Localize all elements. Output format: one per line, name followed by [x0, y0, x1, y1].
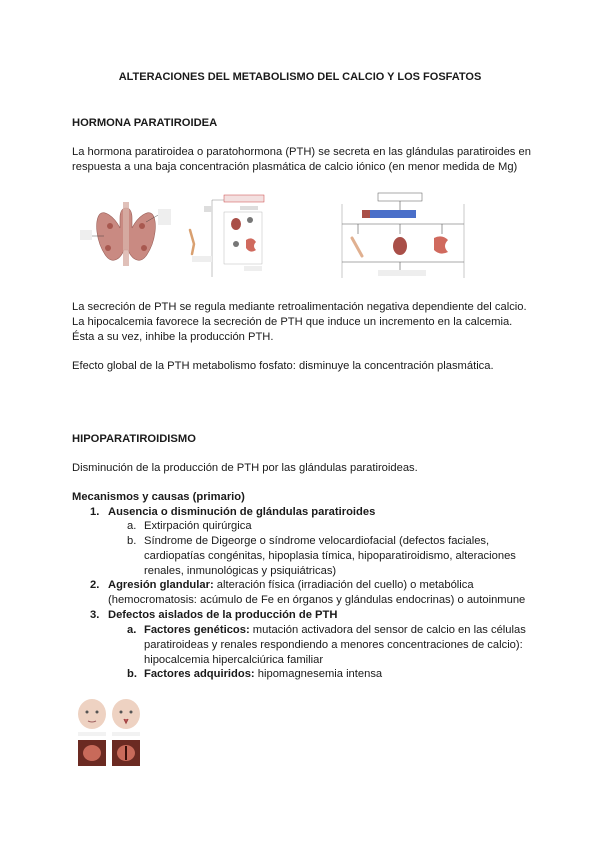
item-1-label: Ausencia o disminución de glándulas paratiroides	[108, 506, 376, 518]
pth-intro-line-2: respuesta a una baja concentración plasmática de calcio iónico (en menor medida de Mg)	[72, 161, 518, 173]
item-3b-text: hipomagnesemia intensa	[254, 668, 383, 680]
global-effect: Efecto global de la PTH metabolismo fosfato: disminuye la concentración plasmática.	[72, 360, 494, 372]
item-3-label: Defectos aislados de la producción de PTH	[108, 609, 338, 621]
item-3a-line-3: hipocalcemia hipercalciúrica familiar	[144, 654, 324, 666]
item-2-text: alteración física (irradiación del cuello) o metabólica	[213, 579, 474, 591]
pth-heading: HORMONA PARATIROIDEA	[72, 117, 218, 129]
regulation-line-3: Ésta a su vez, inhibe la producción PTH.	[72, 331, 274, 343]
list-marker: a.	[127, 520, 137, 532]
hypo-definition: Disminución de la producción de PTH por las glándulas paratiroideas.	[72, 462, 418, 474]
item-2-label: Agresión glandular:	[108, 579, 214, 591]
hypo-heading: HIPOPARATIROIDISMO	[72, 433, 196, 445]
thyroid-anatomy-figure	[80, 200, 172, 272]
item-3a-label: Factores genéticos:	[144, 624, 250, 636]
item-3b-line	[144, 667, 382, 682]
list-marker: b.	[127, 535, 137, 547]
pth-intro-line-1: La hormona paratiroidea o paratohormona (PTH) se secreta en las glándulas paratiroides en	[72, 146, 531, 158]
mechanisms-heading: Mecanismos y causas (primario)	[72, 491, 245, 503]
item-1b-line-1: Síndrome de Digeorge o síndrome velocardiofacial (defectos faciales,	[144, 535, 490, 547]
regulation-line-2: La hipocalcemia favorece la secreción de PTH que induce un incremento en la calcemia.	[72, 316, 513, 328]
item-1b-line-3: renales, inmunológicas y psiquiátricas)	[144, 565, 337, 577]
item-2-line-2: (hemocromatosis: acúmulo de Fe en órganos y glándulas endocrinas) o autoinmune	[108, 594, 526, 606]
list-number: 3.	[90, 609, 100, 621]
list-marker: a.	[127, 624, 137, 636]
item-3a-line-1	[144, 623, 526, 638]
document-title: ALTERACIONES DEL METABOLISMO DEL CALCIO Y LOS FOSFATOS	[118, 71, 482, 83]
item-1a-text: Extirpación quirúrgica	[144, 520, 252, 532]
list-number: 2.	[90, 579, 100, 591]
regulation-line-1: La secreción de PTH se regula mediante retroalimentación negativa dependiente del calcio.	[72, 301, 527, 313]
pth-regulation-diagram	[184, 192, 276, 282]
item-2-line-1	[108, 578, 474, 593]
item-3a-line-2: paratiroideas y renales respondiendo a menores concentraciones de calcio):	[144, 639, 523, 651]
item-3b-label: Factores adquiridos:	[144, 668, 255, 680]
list-marker: b.	[127, 668, 137, 680]
digeorge-faces-photo	[74, 698, 144, 770]
calcium-feedback-diagram	[338, 190, 468, 282]
item-1b-line-2: cardiopatías congénitas, hipoplasia tímica, hipoparatiroidismo, alteraciones	[144, 550, 516, 562]
list-number: 1.	[90, 506, 100, 518]
item-3a-text: mutación activadora del sensor de calcio en las células	[249, 624, 526, 636]
